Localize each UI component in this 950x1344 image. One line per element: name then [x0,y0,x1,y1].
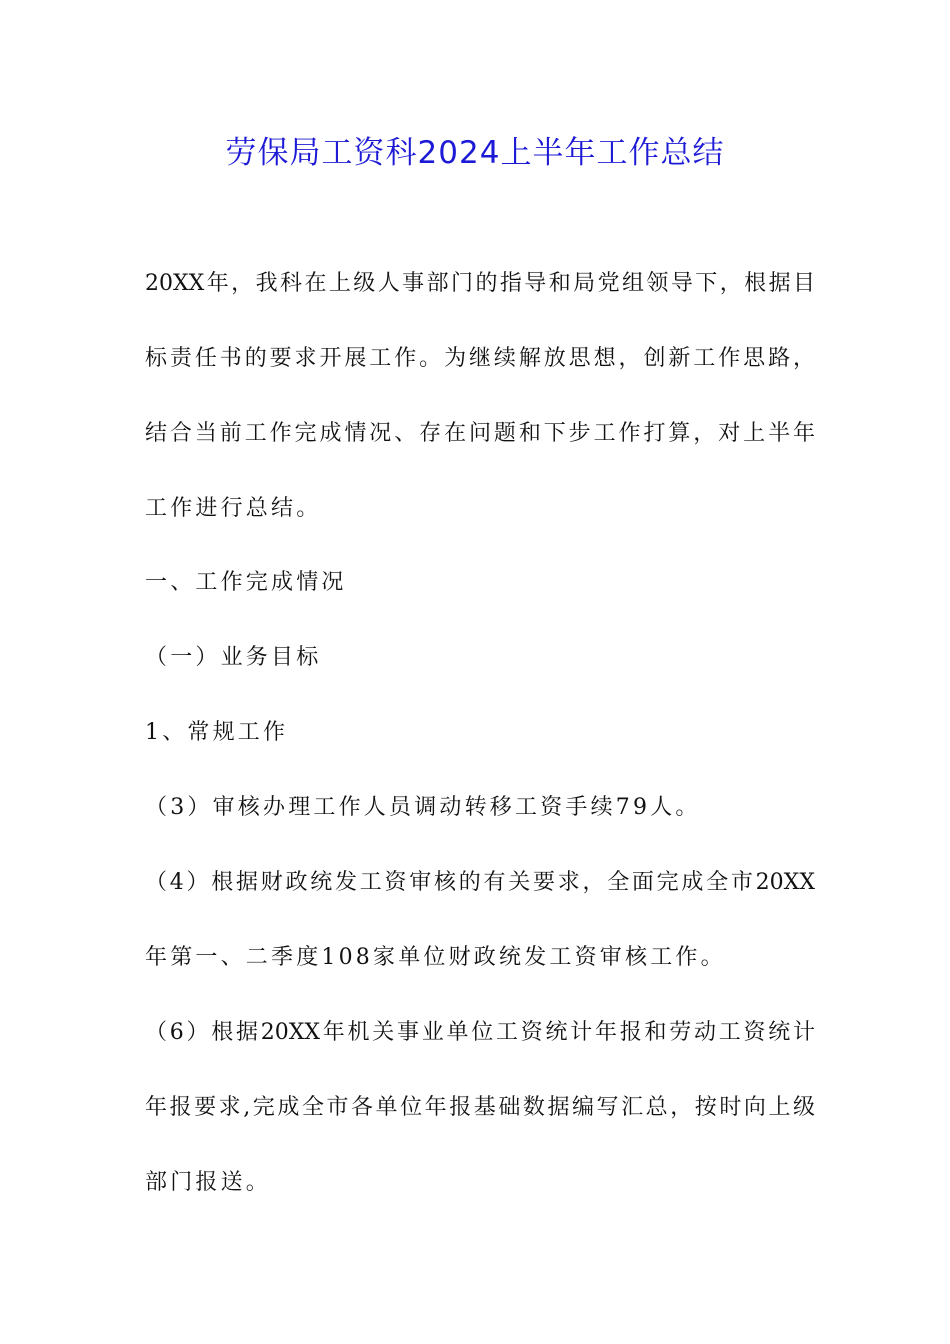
item-heading: 1、常规工作 [145,720,289,745]
paragraph-line: 20XX年，我科在上级人事部门的指导和局党组领导下，根据目 [145,271,815,296]
document-title: 劳保局工资科2024上半年工作总结 [225,135,725,171]
paragraph-line: （6）根据20XX年机关事业单位工资统计年报和劳动工资统计 [145,1020,815,1045]
paragraph-line: 工作进行总结。 [145,496,322,521]
paragraph-line: （3）审核办理工作人员调动转移工资手续79人。 [145,795,701,820]
paragraph-line: 结合当前工作完成情况、存在问题和下步工作打算，对上半年 [145,421,815,446]
paragraph-line: （4）根据财政统发工资审核的有关要求，全面完成全市20XX [145,870,815,895]
paragraph-line: 年报要求,完成全市各单位年报基础数据编写汇总，按时向上级 [145,1095,815,1120]
section-heading: 一、工作完成情况 [145,570,347,595]
subsection-heading: （一）业务目标 [145,645,322,670]
paragraph-line: 年第一、二季度108家单位财政统发工资审核工作。 [145,945,726,970]
paragraph-line: 标责任书的要求开展工作。为继续解放思想，创新工作思路， [145,346,815,371]
paragraph-line: 部门报送。 [145,1170,272,1195]
